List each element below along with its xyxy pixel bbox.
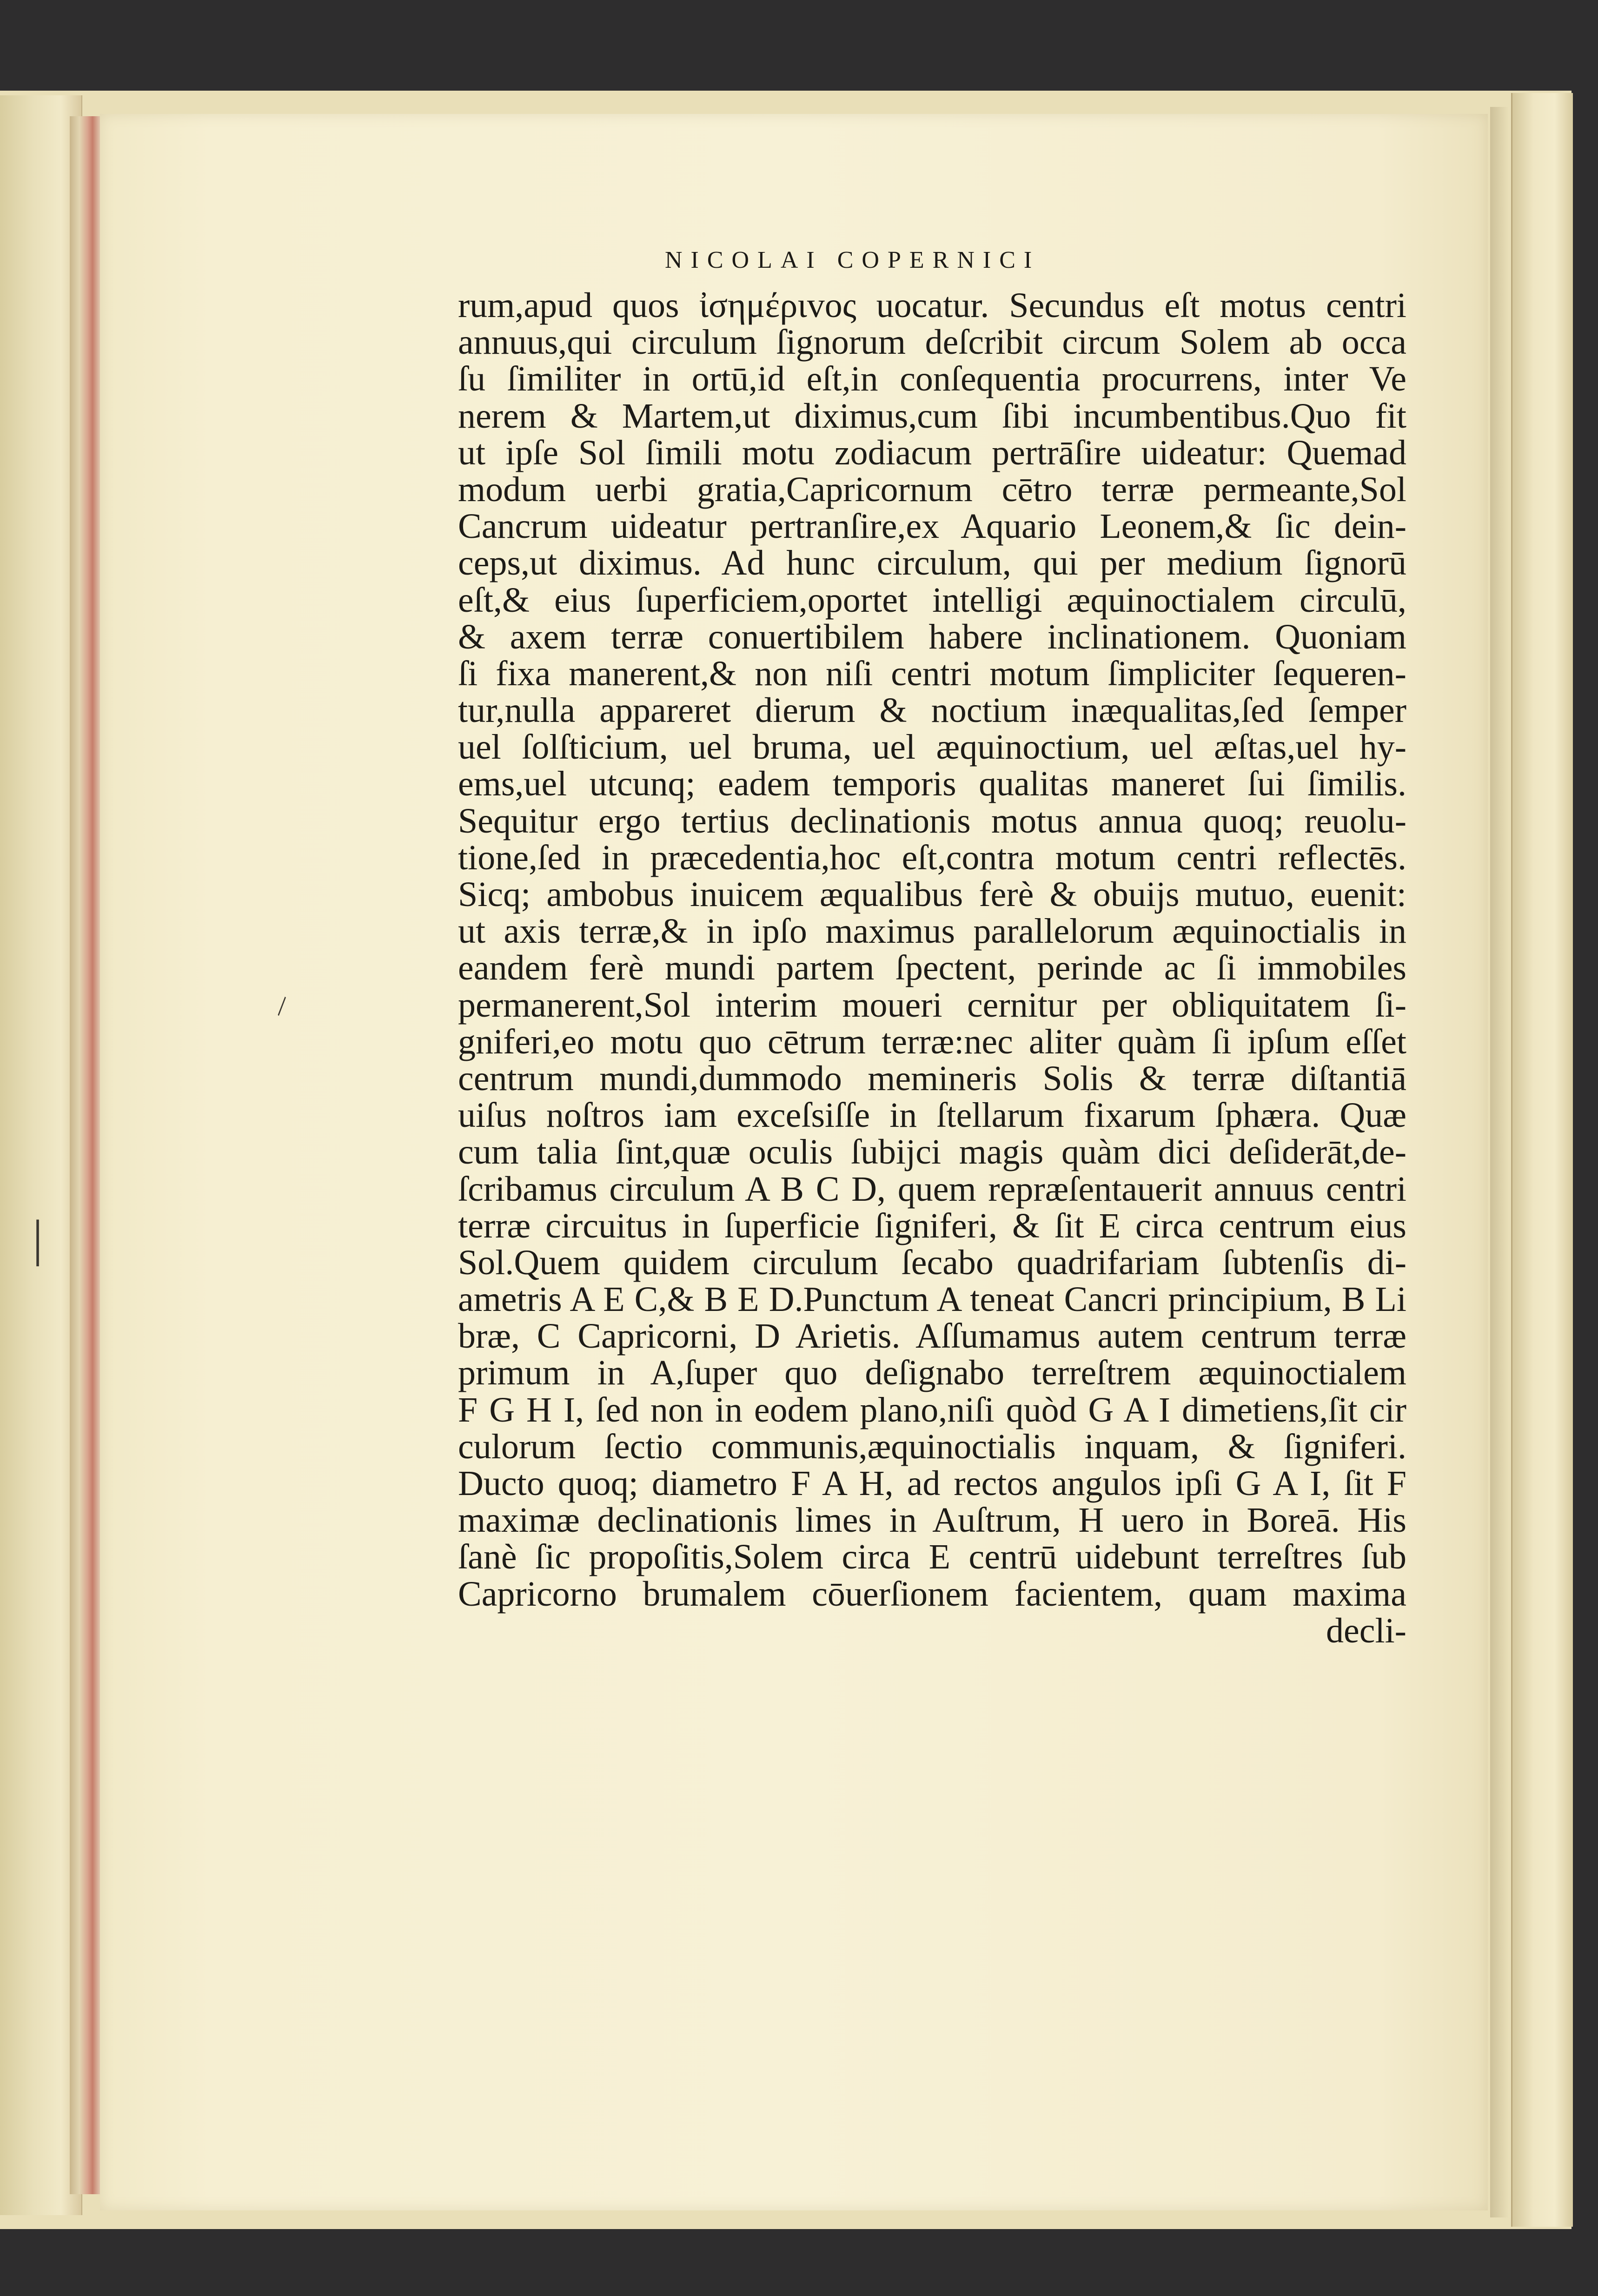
text-line: centrum mundi,dummodo memineris Solis & terræ diſtantiā [458,1059,1406,1098]
margin-mark: | [33,1210,43,1266]
text-line: ametris A E C,& B E D.Punctum A teneat Cancri principium, B Li [458,1280,1406,1319]
margin-mark: \ [269,992,295,1020]
text-line: Cancrum uideatur pertranſire,ex Aquario Leonem,& ſic dein- [458,507,1406,546]
text-line: F G H I, ſed non in eodem plano,niſi quòd G A I dimetiens,ſit cir [458,1390,1406,1429]
scan-background-right [1570,0,1598,2296]
text-line: Sequitur ergo tertius declinationis motus annua quoq; reuolu- [458,801,1406,840]
right-page-stack-edge [1511,93,1573,2227]
text-line: uel ſolſticium, uel bruma, uel æquinoctium, uel æſtas,uel hy- [458,728,1406,767]
text-line: permanerent,Sol interim moueri cernitur per obliquitatem ſi- [458,985,1406,1025]
text-line: ems,uel utcunq; eadem temporis qualitas maneret ſui ſimilis. [458,764,1406,804]
text-line: ſi fixa manerent,& non niſi centri motum ſimpliciter ſequeren- [458,654,1406,693]
text-line: cum talia ſint,quæ oculis ſubijci magis quàm dici deſiderāt,de- [458,1132,1406,1172]
text-line: & axem terræ conuertibilem habere inclinationem. Quoniam [458,617,1406,656]
red-page-edge [70,116,102,2194]
text-line: ſanè ſic propoſitis,Solem circa E centrū uidebunt terreſtres ſub [458,1537,1406,1577]
text-line: ut ipſe Sol ſimili motu zodiacum pertrāſire uideatur: Quemad [458,433,1406,472]
text-line: tione,ſed in præcedentia,hoc eſt,contra motum centri reflectēs. [458,838,1406,877]
text-line: terræ circuitus in ſuperficie ſigniferi, & ſit E circa centrum eius [458,1206,1406,1245]
text-line: eſt,& eius ſuperficiem,oportet intelligi æquinoctialem circulū, [458,580,1406,620]
text-line: rum,apud quos ἰσημέριvος uocatur. Secundus eſt motus centri [458,286,1406,325]
text-line: modum uerbi gratia,Capricornum cētro terræ permeante,Sol [458,470,1406,509]
text-line: primum in A,ſuper quo deſignabo terreſtrem æquinoctialem [458,1353,1406,1393]
text-line: Ducto quoq; diametro F A H, ad rectos angulos ipſi G A I, ſit F [458,1464,1406,1503]
body-text [458,287,1406,1649]
text-line: Sol.Quem quidem circulum ſecabo quadrifariam ſubtenſis di- [458,1243,1406,1282]
running-head: NICOLAI COPERNICI [665,247,1041,273]
catchword: decli- [1326,1611,1406,1650]
text-line: uiſus noſtros iam exceſsiſſe in ſtellarum fixarum ſphæra. Quæ [458,1096,1406,1135]
text-line: ut axis terræ,& in ipſo maximus parallelorum æquinoctialis in [458,912,1406,951]
text-line: culorum ſectio communis,æquinoctialis inquam, & ſigniferi. [458,1427,1406,1466]
text-line: ſu ſimiliter in ortū,id eſt,in conſequentia procurrens, inter Ve [458,359,1406,399]
text-line: eandem ferè mundi partem ſpectent, perinde ac ſi immobiles [458,948,1406,988]
text-line: annuus,qui circulum ſignorum deſcribit circum Solem ab occa [458,323,1406,362]
text-line: nerem & Martem,ut diximus,cum ſibi incumbentibus.Quo fit [458,396,1406,436]
text-line: ceps,ut diximus. Ad hunc circulum, qui per medium ſignorū [458,543,1406,583]
text-line: gniferi,eo motu quo cētrum terræ:nec aliter quàm ſi ipſum eſſet [458,1022,1406,1061]
scan-background-bottom [0,2231,1598,2296]
text-line: Sicq; ambobus inuicem æqualibus ferè & obuijs mutuo, euenit: [458,875,1406,914]
text-line: Capricorno brumalem cōuerſionem facientem, quam maxima [458,1574,1406,1614]
text-line: maximæ declinationis limes in Auſtrum, H uero in Boreā. His [458,1501,1406,1540]
text-line: bræ, C Capricorni, D Arietis. Aſſumamus autem centrum terræ [458,1317,1406,1356]
page-gutter-shadow [1490,107,1509,2217]
text-line: ſcribamus circulum A B C D, quem repræſentauerit annuus centri [458,1169,1406,1209]
text-line: tur,nulla appareret dierum & noctium inæqualitas,ſed ſemper [458,691,1406,730]
